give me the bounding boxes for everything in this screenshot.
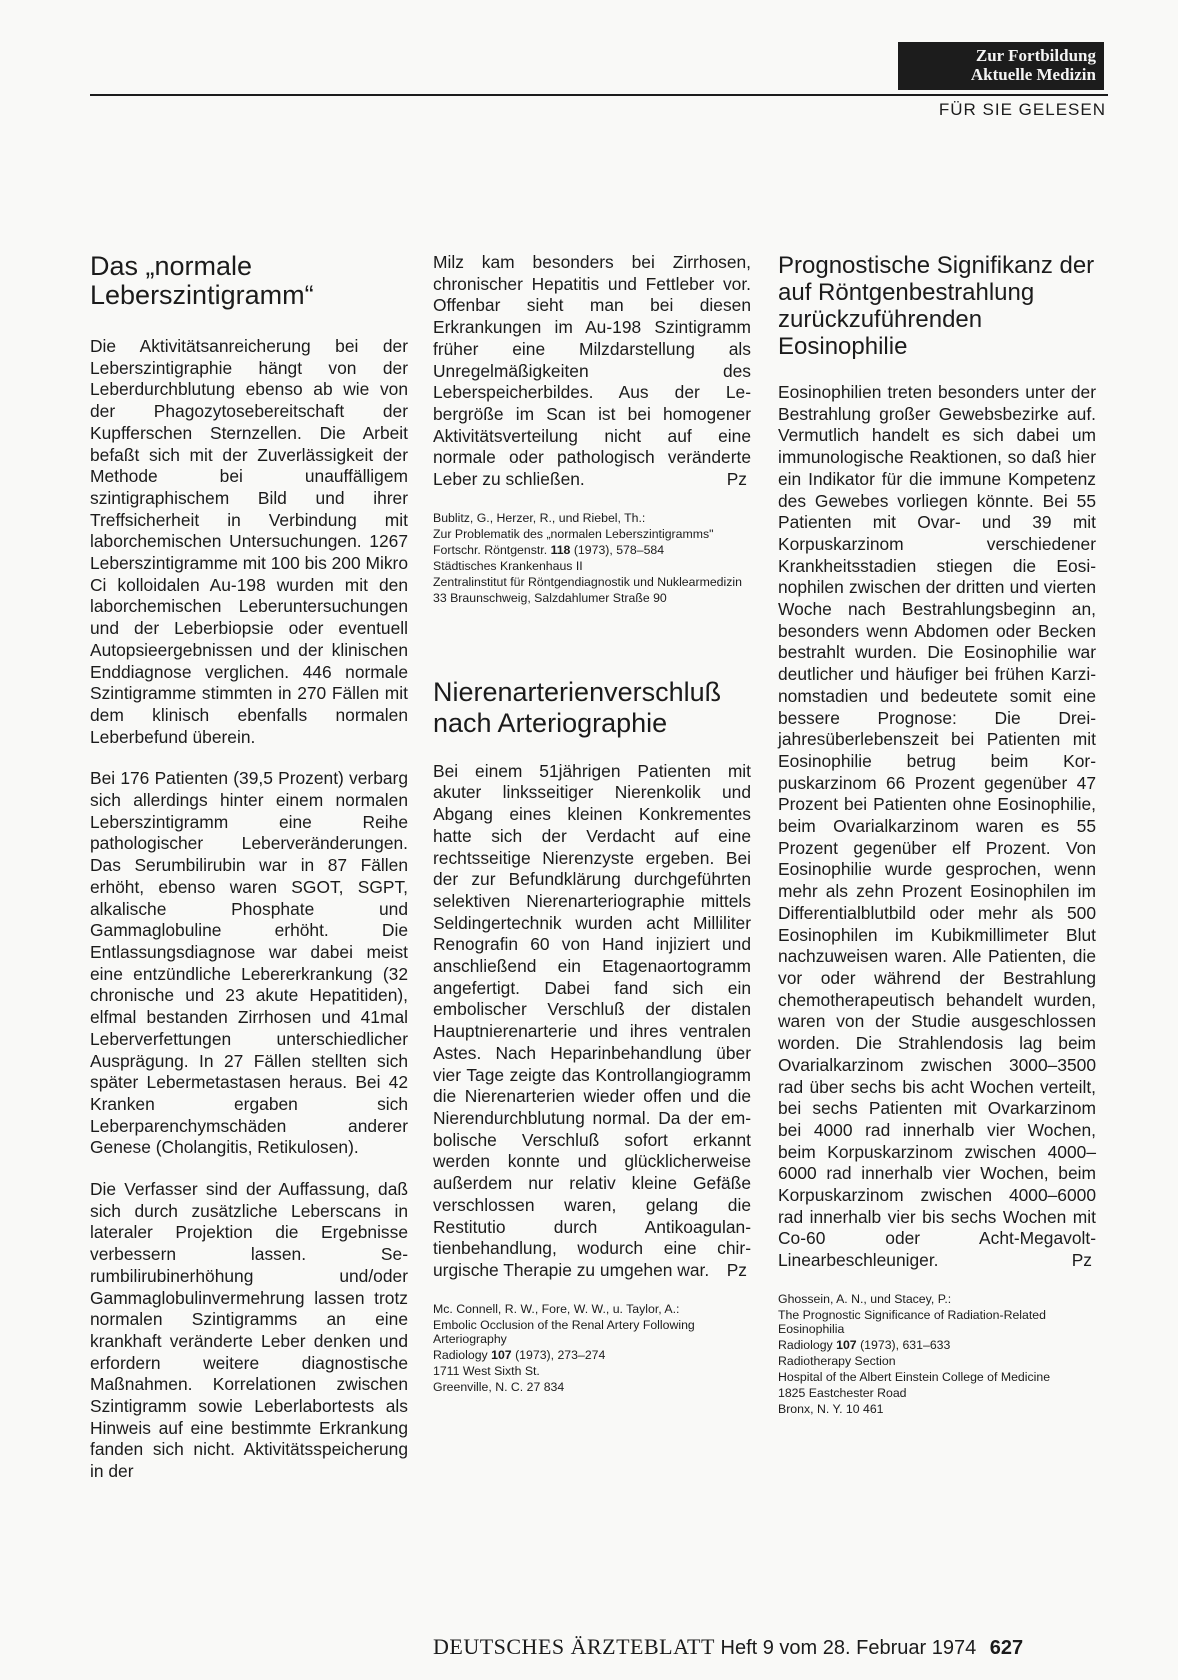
ref2-journal: Radiology xyxy=(433,1347,488,1362)
ref2-address-2: Greenville, N. C. 27 834 xyxy=(433,1379,565,1394)
article3-text: Eosinophilien treten besonders unter der Bestrahlung großer Gewebsbezirke auf. Vermutlich handelt es sich dabei um immunologische Reaktionen, so daß hier ein Indikator für die immune Kompetenz des Gewebes vorliegen könnte. Bei 55 Patienten mit Ovar- und 39 mit Korpuskarzinom verschiedener Krankheitsstadien stiegen die Eosinophilen zwischen der dritten und vierten Woche nach Bestrahlungsbeginn an, besonders wenn Abdomen oder Becken bestrahlt wurden. Die Eosinophilie war deutlicher und häufiger bei frühen Karzinomstadien und bedeutete somit eine bessere Prognose: Die Dreijahresüberlebenszeit bei Patienten mit Eosinophilie betrug beim Korpuskarzinom 66 Prozent gegenüber 47 Prozent bei Patienten ohne Eosinophilie, beim Ovarialkarzinom waren es 55 Prozent gegenüber elf Prozent. Von Eosinophilie wurde gesprochen, wenn mehr als zehn Prozent Eosinophilen im Differentialblutbild oder mehr als 500 Eosinophilen im Kubikmillimeter Blut nachzuweisen waren. Alle Patienten, die vor oder während der Bestrahlung chemotherapeutisch behandelt wurden, waren von der Studie ausgeschlossen worden. Die Strahlendosis lag beim Ovarialkarzinom zwischen 3000–3500 rad über sechs bis acht Wochen verteilt, bei sechs Patienten mit Ovarkarzinom bei 4000 rad innerhalb vier Wochen, beim Korpuskarzinom zwischen 4000–6000 rad innerhalb vier Wochen, beim Korpuskarzinom zwischen 4000–6000 rad innerhalb vier bis sechs Wochen mit Co-60 oder Acht-Megavolt-Linearbeschleuniger. xyxy=(778,382,1096,1271)
ref2-address-1: 1711 West Sixth St. xyxy=(433,1363,540,1378)
article1-signature: Pz xyxy=(726,469,747,490)
article2-signature: Pz xyxy=(726,1259,747,1280)
article3-title: Prognostische Signifikanz der auf Röntgenbestrahlung zurückzuführenden Eosinophilie xyxy=(778,252,1095,360)
badge-line-1: Zur Fortbildung xyxy=(975,46,1096,65)
ref1-authors: Bublitz, G., Herzer, R., und Riebel, Th.: xyxy=(433,510,646,525)
ref2-title: Embolic Occlusion of the Renal Artery Following Arteriography xyxy=(433,1317,695,1346)
ref3-institution-2: Hospital of the Albert Einstein College of Medicine xyxy=(778,1369,1051,1384)
article3-signature: Pz xyxy=(1071,1250,1092,1271)
ref1-address: 33 Braunschweig, Salzdahlumer Straße 90 xyxy=(433,590,667,605)
article1-continuation xyxy=(433,252,751,491)
section-label: FÜR SIE GELESEN xyxy=(938,100,1106,119)
ref3-citation xyxy=(778,1338,1096,1352)
ref3-institution-1: Radiotherapy Section xyxy=(778,1353,896,1368)
section-badge xyxy=(898,42,1104,90)
ref3-details: (1973), 631–633 xyxy=(860,1337,951,1352)
header-rule xyxy=(90,94,1108,96)
ref2-authors: Mc. Connell, R. W., Fore, W. W., u. Taylor, A.: xyxy=(433,1301,680,1316)
article1-continuation-text: Milz kam besonders bei Zirrhosen, chronischer Hepatitis und Fettleber vor. Offenbar sieht man bei diesen Erkrankungen im Au-198 Szintigramm früher eine Milzdarstellung als Unregelmäßigkeiten des Leberspeicherbildes. Aus der Lebergröße im Scan ist bei homogener Aktivitätsverteilung nicht auf eine normale oder pathologisch veränderte Leber zu schließen. xyxy=(433,252,751,490)
article1-paragraph-2: Bei 176 Patienten (39,5 Prozent) verbarg sich allerdings hinter einem normalen Leberszintigramm eine Reihe pathologischer Leberveränderungen. Das Serumbilirubin war in 87 Fällen erhöht, ebenso waren SGOT, SGPT, alkalische Phosphate und Gammaglobuline erhöht. Die Entlassungsdiagnose war dabei meist eine entzündliche Lebererkrankung (32 chronische und 23 akute Hepatitiden), elfmal bestanden Zirrhosen und 41mal Leberverfettungen unterschiedlicher Ausprägung. In 27 Fällen stellten sich später Lebermetastasen heraus. Bei 42 Kranken ergaben sich Leberparenchymschäden anderer Genese (Cholangitis, Retikulosen). xyxy=(90,768,408,1158)
ref1-volume: 118 xyxy=(550,542,571,557)
article1-title: Das „normale Leberszintigramm“ xyxy=(90,251,314,310)
badge-line-2: Aktuelle Medizin xyxy=(970,65,1096,84)
ref2-details: (1973), 273–274 xyxy=(515,1347,606,1362)
ref2-citation xyxy=(433,1348,751,1362)
ref1-details: (1973), 578–584 xyxy=(573,542,665,557)
ref1-title: Zur Problematik des „normalen Leberszintigramms" xyxy=(433,526,714,541)
column-left xyxy=(90,252,408,1503)
ref1-institution-1: Städtisches Krankenhaus II xyxy=(433,558,583,573)
page-number: 627 xyxy=(989,1637,1024,1659)
article2-reference xyxy=(433,1302,751,1394)
article2-text: Bei einem 51jährigen Patienten mit akuter linksseitiger Nierenkolik und Abgang eines kleinen Konkrementes hatte sich der Verdacht auf eine rechtsseitige Nierenzyste ergeben. Bei der zur Befundklärung durchgeführten selektiven Nierenarteriographie mittels Seldingertechnik wurden acht Milliliter Renografin 60 von Hand injiziert und anschließend ein Etagenaortogramm angefertigt. Dabei fand sich ein embolischer Verschluß der distalen Hauptnierenarterie und ihres ventralen Astes. Nach Heparinbehandlung über vier Tage zeigte das Kontrollangiogramm die Nierenarterien wieder offen und die Nierendurchblutung normal. Da der embolische Verschluß sofort erkannt werden konnte und glücklicherweise außerdem nur relativ kleine Gefäße verschlossen waren, gelang die Restitutio durch Antikoagulantienbehandlung, wodurch eine chirurgische Therapie zu umgehen war. xyxy=(433,760,751,1280)
article2-body xyxy=(433,761,751,1282)
ref1-journal: Fortschr. Röntgenstr. xyxy=(433,542,548,557)
issue-info: Heft 9 vom 28. Februar 1974 xyxy=(720,1637,977,1659)
publication-name: DEUTSCHES ÄRZTEBLATT xyxy=(433,1634,715,1659)
ref3-journal: Radiology xyxy=(778,1337,833,1352)
article1-paragraph-1: Die Aktivitätsanreicherung bei der Leberszintigraphie hängt von der Leberdurchblutung ebenso ab wie von der Phagozytosebereitschaft der Kupfferschen Sternzellen. Die Arbeit befaßt sich mit der Zuverlässigkeit der Methode bei unauffälligem szintigraphischem Bild und ihrer Treffsicherheit in Verbindung mit laborchemischen Untersuchungen. 1267 Leberszintigramme mit 100 bis 200 Mikro Ci kolloidalen Au-198 wurden mit den laborchemischen Leberuntersuchungen und der Leberbiopsie oder eventuell Autopsieergebnissen und der klinischen Enddiagnose verglichen. 446 normale Szintigramme stimmten in 270 Fällen mit dem klinisch ebenfalls normalen Leberbefund überein. xyxy=(90,336,408,747)
article2-title: Nierenarterienverschluß nach Arteriographie xyxy=(433,676,722,738)
ref3-volume: 107 xyxy=(836,1337,857,1352)
page-footer xyxy=(433,1634,1023,1660)
article3-reference xyxy=(778,1292,1096,1416)
article1-reference xyxy=(433,511,751,605)
article1-paragraph-3: Die Verfasser sind der Auffassung, daß sich durch zusätzliche Leberscans in lateraler Projektion die Ergebnisse verbessern lassen. Serumbilirubinerhöhung und/oder Gammaglobulinvermehrung lassen trotz normalen Szintigramms an eine krankhaft veränderte Leber denken und erfordern weitere diagnostische Maßnahmen. Korrelationen zwischen Szintigramm sowie Leberlabortests als Hinweis auf eine bestimmte Erkrankung fanden sich nicht. Aktivitätsspeicherung in der xyxy=(90,1179,408,1482)
ref1-institution-2: Zentralinstitut für Röntgendiagnostik und Nuklearmedizin xyxy=(433,574,742,589)
column-middle xyxy=(433,252,751,1396)
ref3-authors: Ghossein, A. N., und Stacey, P.: xyxy=(778,1291,952,1306)
ref2-volume: 107 xyxy=(491,1347,512,1362)
ref3-title: The Prognostic Significance of Radiation-Related Eosinophilia xyxy=(778,1307,1046,1336)
column-right xyxy=(778,252,1096,1418)
article3-body xyxy=(778,382,1096,1272)
ref3-address-2: Bronx, N. Y. 10 461 xyxy=(778,1401,884,1416)
ref3-address-1: 1825 Eastchester Road xyxy=(778,1385,907,1400)
ref1-citation xyxy=(433,543,751,557)
